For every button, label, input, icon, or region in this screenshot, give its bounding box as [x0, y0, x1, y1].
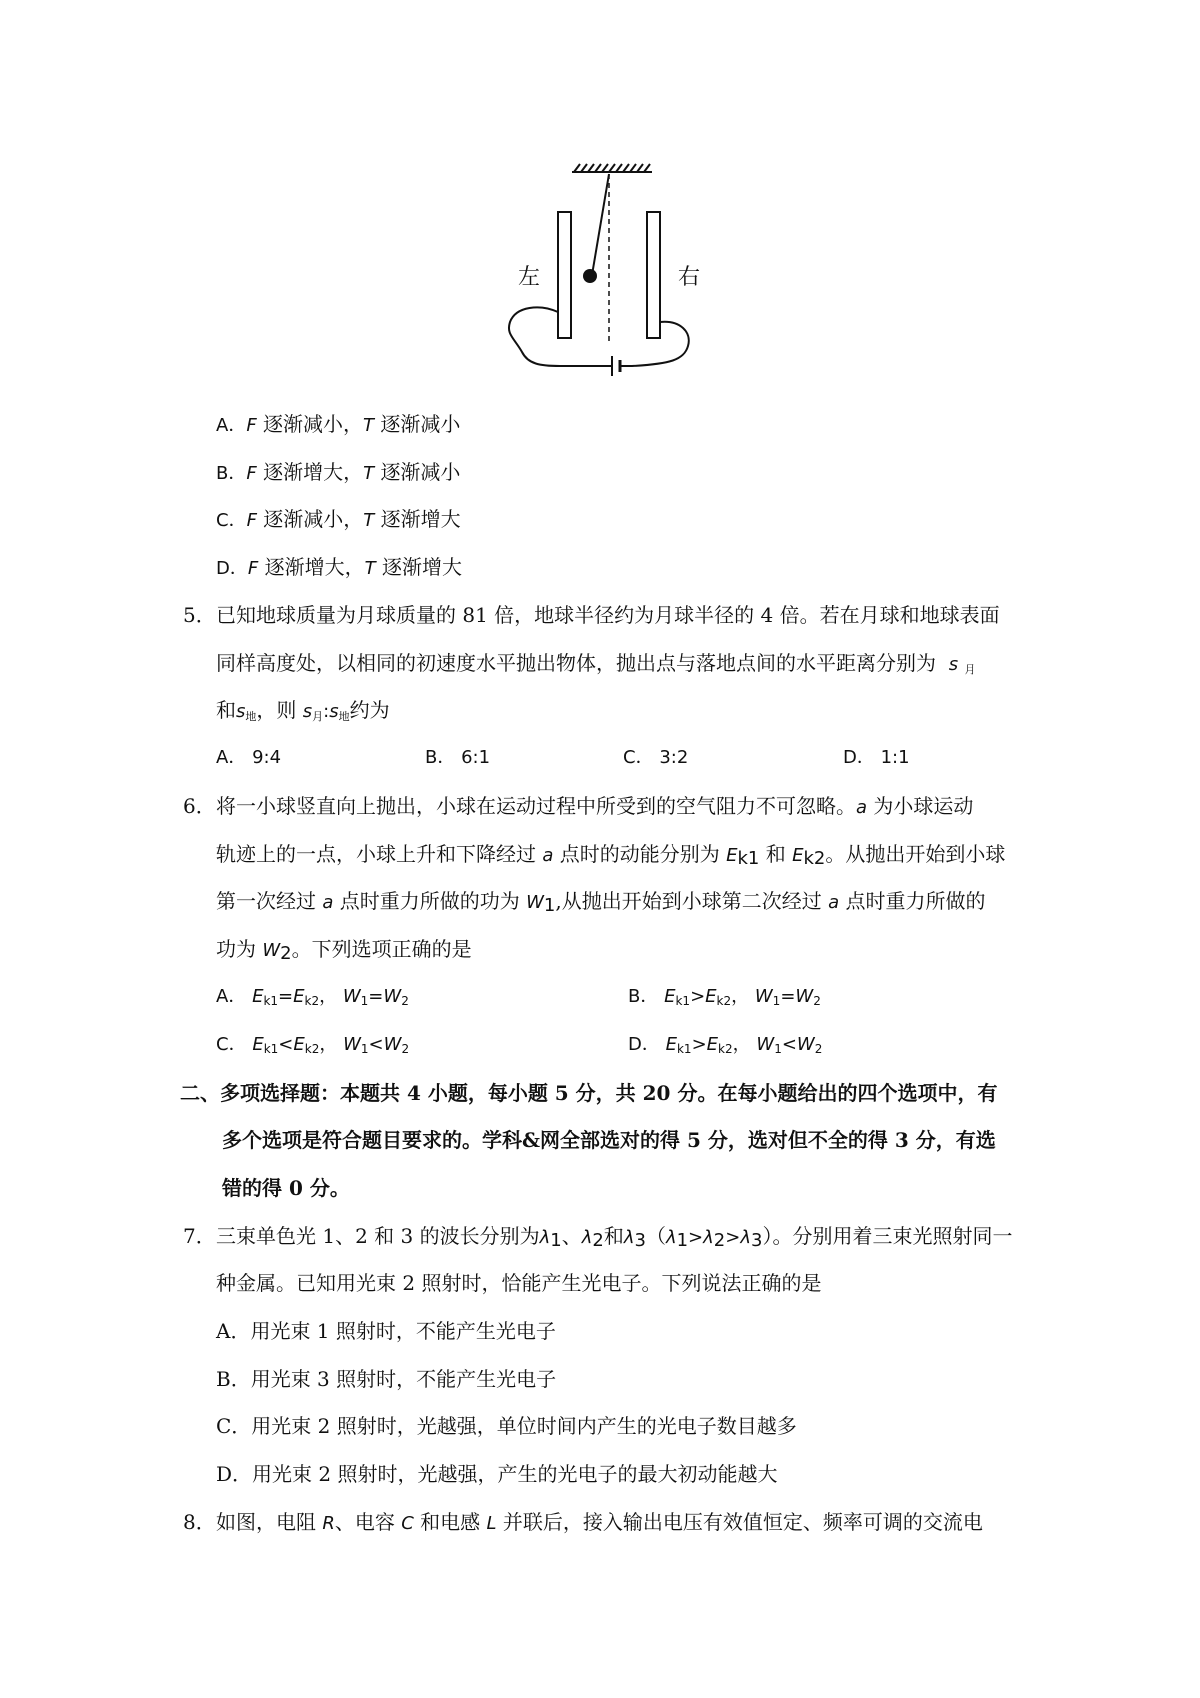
section2-line3: 错的得 0 分。 — [222, 1176, 350, 1200]
q6-option-c: C． $E_{k1}<E_{k2}$， $W_1<W_2$ — [216, 1034, 410, 1056]
q5-line2: 同样高度处，以相同的初速度水平抛出物体，抛出点与落地点间的水平距离分别为 s 月 — [216, 651, 976, 676]
q7-number: 7． — [183, 1224, 216, 1248]
q4-option-a: A．F 逐渐减小，T 逐渐减小 — [216, 412, 461, 436]
q5-option-c: C． 3:2 — [623, 747, 689, 768]
q5-line1: 已知地球质量为月球质量的 81 倍，地球半径约为月球半径的 4 倍。若在月球和地球表面 — [216, 603, 1000, 627]
q6-line3: 第一次经过 a 点时重力所做的功为 $W_1$,从抛出开始到小球第二次经过 a 点时重力所做的 — [216, 889, 986, 916]
right-label: 右 — [678, 265, 701, 290]
q7-option-c: C．用光束 2 照射时，光越强，单位时间内产生的光电子数目越多 — [216, 1414, 797, 1438]
q6-option-d: D． $E_{k1}>E_{k2}$， $W_1<W_2$ — [628, 1034, 823, 1056]
q6-line4: 功为 $W_2$。下列选项正确的是 — [216, 937, 472, 964]
q4-option-c: C．F 逐渐减小，T 逐渐增大 — [216, 507, 461, 531]
q7-option-d: D．用光束 2 照射时，光越强，产生的光电子的最大初动能越大 — [216, 1462, 778, 1486]
q6-line1: 将一小球竖直向上抛出，小球在运动过程中所受到的空气阻力不可忽略。a 为小球运动 — [216, 794, 974, 818]
ceiling — [572, 164, 652, 172]
q4-option-b: B．F 逐渐增大，T 逐渐减小 — [216, 460, 461, 484]
q7-option-a: A．用光束 1 照射时，不能产生光电子 — [216, 1319, 556, 1343]
pendulum-ball — [583, 269, 597, 283]
q7-option-b: B．用光束 3 照射时，不能产生光电子 — [216, 1367, 557, 1391]
q5-option-d: D． 1:1 — [843, 747, 910, 768]
left-plate — [558, 212, 571, 338]
q6-number: 6． — [183, 794, 216, 818]
q6-option-b: B． $E_{k1}>E_{k2}$， $W_1=W_2$ — [628, 986, 821, 1008]
q4-option-d: D．F 逐渐增大，T 逐渐增大 — [216, 555, 462, 579]
left-label: 左 — [518, 265, 541, 290]
q8-number: 8． — [183, 1510, 216, 1534]
q5-option-b: B． 6:1 — [425, 747, 491, 768]
q5-option-a: A． 9:4 — [216, 747, 282, 768]
pendulum-string — [592, 174, 609, 275]
right-plate — [647, 212, 660, 338]
q8-line1: 如图，电阻 R、电容 C 和电感 L 并联后，接入输出电压有效值恒定、频率可调的交流电 — [216, 1510, 983, 1534]
pendulum-figure — [0, 0, 1200, 420]
section2-line2: 多个选项是符合题目要求的。学科&网全部选对的得 5 分，选对但不全的得 3 分，有选 — [222, 1128, 996, 1152]
q5-number: 5． — [183, 603, 216, 627]
q7-line2: 种金属。已知用光束 2 照射时，恰能产生光电子。下列说法正确的是 — [216, 1271, 822, 1295]
q6-option-a: A． $E_{k1}=E_{k2}$， $W_1=W_2$ — [216, 986, 409, 1008]
section2-line1: 二、多项选择题：本题共 4 小题，每小题 5 分，共 20 分。在每小题给出的四个选项中，有 — [180, 1081, 998, 1105]
q6-line2: 轨迹上的一点，小球上升和下降经过 a 点时的动能分别为 $E_{k1}$ 和 $E_{k2}$。从抛出开始到小球 — [216, 842, 1006, 869]
q5-line3: 和s地，则 s月:s地约为 — [216, 698, 390, 723]
q7-line1: 三束单色光 1、2 和 3 的波长分别为$\lambda_1$、$\lambda_2$和$\lambda_3(\lambda_1>\lambda_2>\lambda_3)$。分别用着三束光照射同一 — [216, 1224, 1013, 1251]
